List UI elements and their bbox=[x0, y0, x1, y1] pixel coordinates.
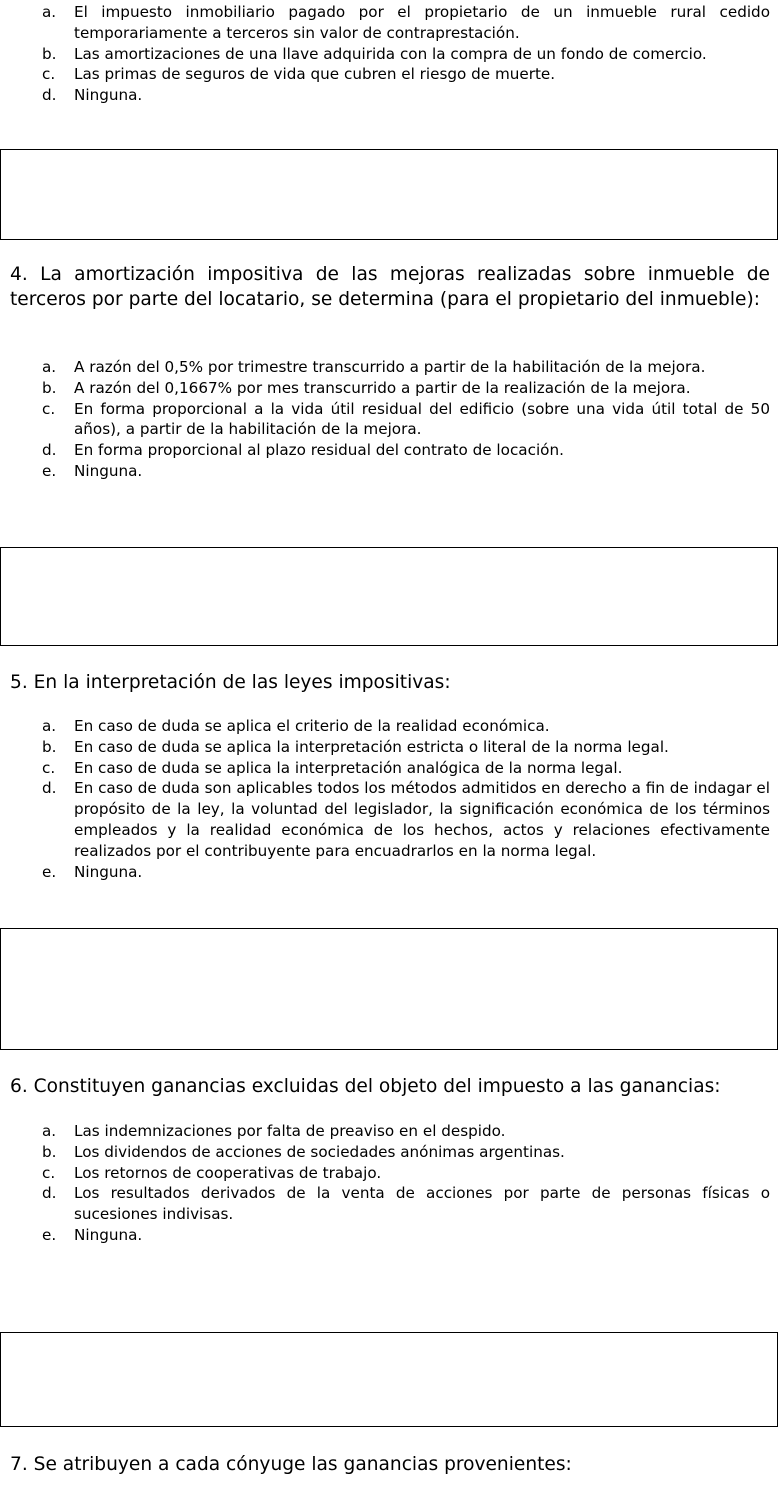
option-text: Las primas de seguros de vida que cubren el riesgo de muerte. bbox=[74, 65, 556, 84]
q3-options bbox=[42, 2, 770, 106]
q5-options bbox=[42, 716, 770, 882]
q5-option-c bbox=[42, 758, 770, 779]
q6-option-d bbox=[42, 1183, 770, 1225]
q4-options bbox=[42, 357, 770, 482]
option-text: A razón del 0,1667% por mes transcurrido a partir de la realización de la mejora. bbox=[74, 378, 691, 397]
q6-option-c bbox=[42, 1163, 770, 1184]
option-text: En caso de duda se aplica la interpretación estricta o literal de la norma legal. bbox=[74, 737, 669, 756]
q4-answer-box[interactable] bbox=[0, 547, 778, 646]
option-label: e. bbox=[42, 1225, 57, 1244]
option-label: b. bbox=[42, 737, 57, 756]
q7-question: 7. Se atribuyen a cada cónyuge las ganancias provenientes: bbox=[10, 1454, 572, 1475]
option-label: a. bbox=[42, 3, 57, 21]
q5-option-a bbox=[42, 716, 770, 737]
option-label: a. bbox=[42, 358, 57, 376]
option-label: b. bbox=[42, 44, 57, 63]
option-label: c. bbox=[42, 1163, 56, 1182]
option-text: En caso de duda son aplicables todos los métodos admitidos en derecho a fin de indagar el propósito de la ley, la voluntad del legislador, la significación económica de los términos empleados y la realidad económica de los hechos, actos y relaciones efectivamente realizados por el contribuyente para encuadrarlos en la norma legal. bbox=[74, 779, 770, 860]
q5-question: 5. En la interpretación de las leyes impositivas: bbox=[10, 672, 451, 693]
q3-option-d bbox=[42, 85, 770, 106]
option-text: A razón del 0,5% por trimestre transcurrido a partir de la habilitación de la mejora. bbox=[74, 358, 706, 376]
option-label: e. bbox=[42, 862, 57, 881]
option-label: c. bbox=[42, 65, 56, 84]
q4-option-b bbox=[42, 378, 770, 399]
option-text: Los resultados derivados de la venta de acciones por parte de personas físicas o sucesiones indivisas. bbox=[74, 1184, 770, 1224]
option-text: El impuesto inmobiliario pagado por el propietario de un inmueble rural cedido temporariamente a terceros sin valor de contraprestación. bbox=[74, 3, 770, 42]
option-text: Ninguna. bbox=[74, 461, 143, 480]
option-label: d. bbox=[42, 779, 57, 798]
option-text: En caso de duda se aplica la interpretación analógica de la norma legal. bbox=[74, 758, 623, 777]
q6-answer-box[interactable] bbox=[0, 1332, 778, 1427]
q3-option-b bbox=[42, 44, 770, 65]
q6-option-b bbox=[42, 1142, 770, 1163]
option-text: Las indemnizaciones por falta de preaviso en el despido. bbox=[74, 1122, 506, 1140]
option-label: b. bbox=[42, 1142, 57, 1161]
option-label: e. bbox=[42, 461, 57, 480]
q5-answer-box[interactable] bbox=[0, 928, 778, 1050]
option-text: Los retornos de cooperativas de trabajo. bbox=[74, 1163, 382, 1182]
option-label: c. bbox=[42, 399, 56, 418]
q3-answer-box[interactable] bbox=[0, 149, 778, 240]
option-label: a. bbox=[42, 1122, 57, 1140]
q5-option-e bbox=[42, 862, 770, 883]
option-text: Las amortizaciones de una llave adquirida con la compra de un fondo de comercio. bbox=[74, 44, 707, 63]
q6-option-e bbox=[42, 1225, 770, 1246]
option-text: Ninguna. bbox=[74, 86, 143, 105]
option-label: d. bbox=[42, 1184, 57, 1203]
q5-option-d bbox=[42, 778, 770, 861]
option-label: b. bbox=[42, 378, 57, 397]
option-label: a. bbox=[42, 717, 57, 735]
q4-option-a bbox=[42, 357, 770, 378]
option-text: En caso de duda se aplica el criterio de la realidad económica. bbox=[74, 717, 550, 735]
q3-option-c bbox=[42, 64, 770, 85]
q4-option-d bbox=[42, 440, 770, 461]
option-label: d. bbox=[42, 86, 57, 105]
q4-option-e bbox=[42, 461, 770, 482]
q6-options bbox=[42, 1121, 770, 1246]
q4-option-c bbox=[42, 399, 770, 441]
option-text: Ninguna. bbox=[74, 862, 143, 881]
q6-option-a bbox=[42, 1121, 770, 1142]
option-label: c. bbox=[42, 758, 56, 777]
q5-option-b bbox=[42, 737, 770, 758]
q3-option-a bbox=[42, 2, 770, 44]
option-text: En forma proporcional al plazo residual del contrato de locación. bbox=[74, 441, 564, 460]
q6-question: 6. Constituyen ganancias excluidas del objeto del impuesto a las ganancias: bbox=[10, 1076, 721, 1097]
q4-question: 4. La amortización impositiva de las mejoras realizadas sobre inmueble de terceros por parte del locatario, se determina (para el propietario del inmueble): bbox=[10, 264, 770, 310]
option-text: En forma proporcional a la vida útil residual del edificio (sobre una vida útil total de 50 años), a partir de la habilitación de la mejora. bbox=[74, 399, 770, 439]
option-text: Ninguna. bbox=[74, 1225, 143, 1244]
option-text: Los dividendos de acciones de sociedades anónimas argentinas. bbox=[74, 1142, 565, 1161]
option-label: d. bbox=[42, 441, 57, 460]
